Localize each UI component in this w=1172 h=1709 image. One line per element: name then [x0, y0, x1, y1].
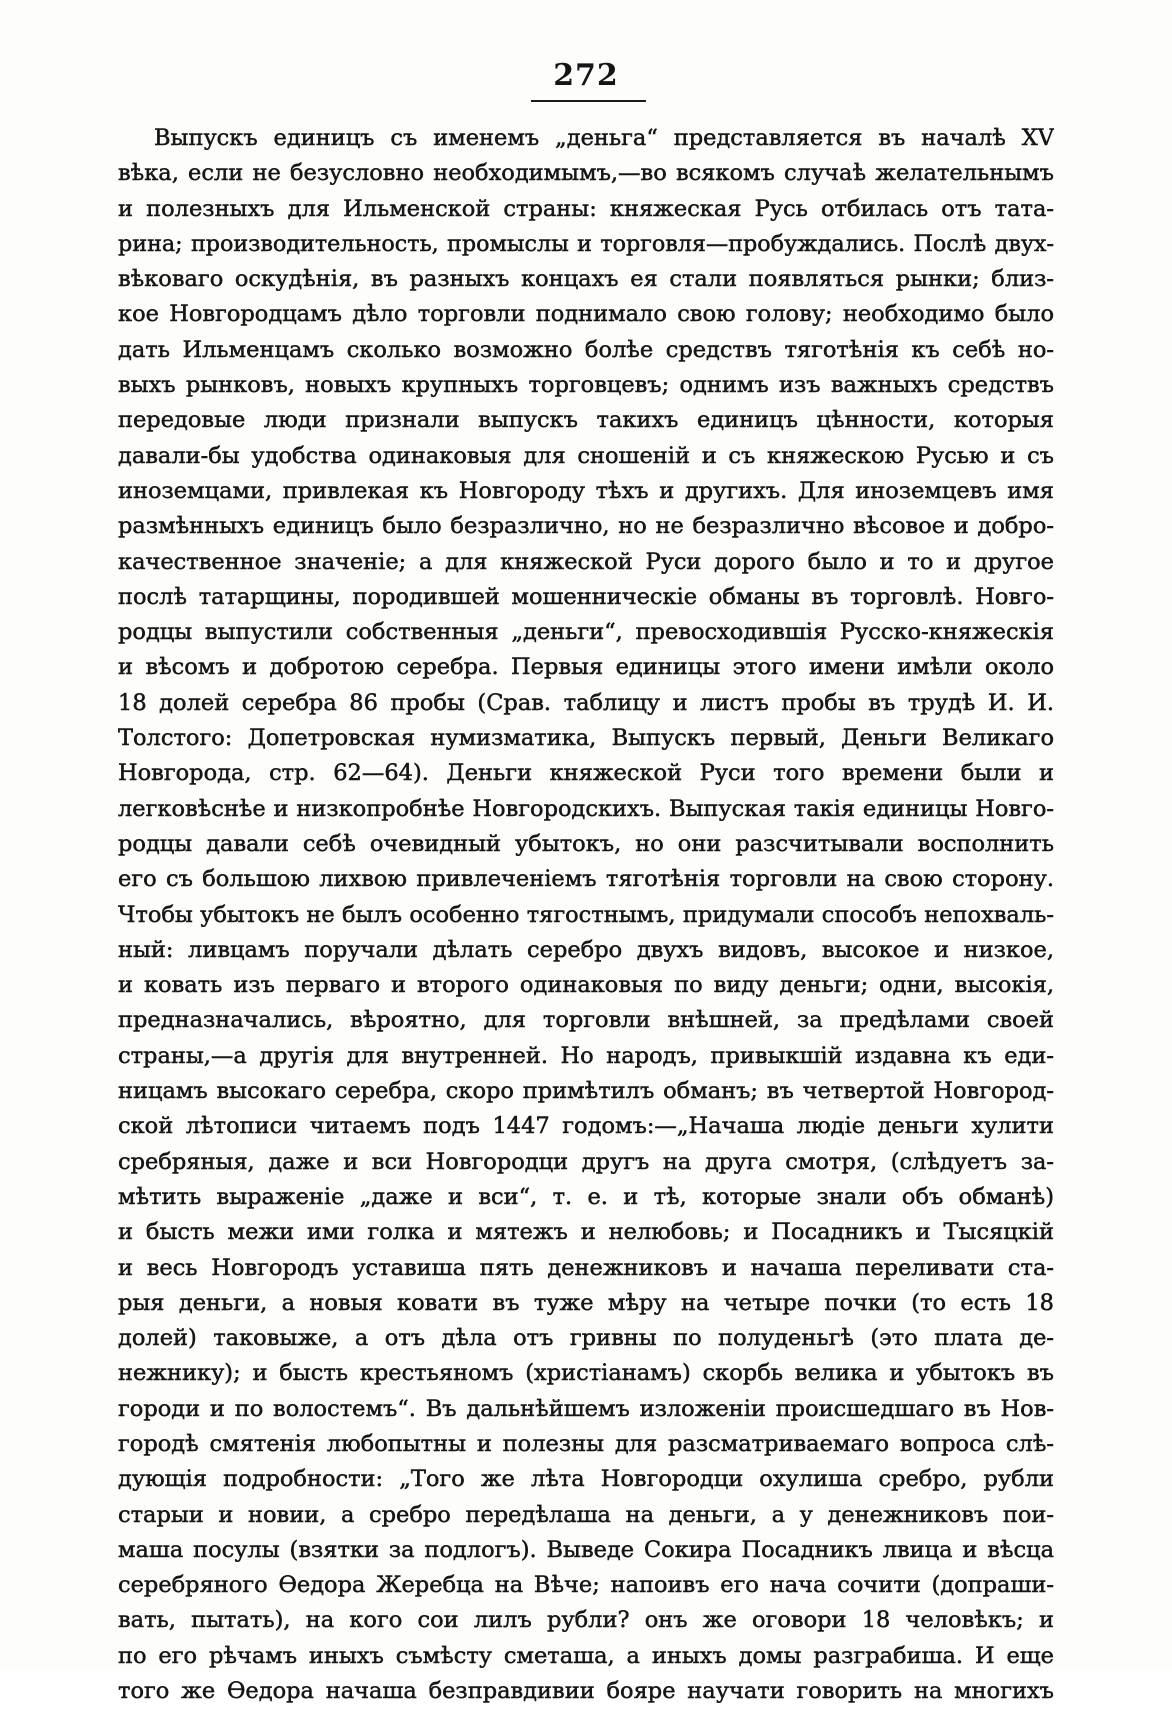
- text-line: давали-бы удобства одинаковыя для сношеній и съ княжескою Русью и съ: [118, 442, 1054, 469]
- text-line: по его рѣчамъ иныхъ съмѣсту сметаша, а иныхъ домы разграбиша. И еще: [118, 1642, 1054, 1669]
- text-line: рина; производительность, промыслы и торговля—пробуждались. Послѣ двух-: [118, 230, 1054, 257]
- text-line: Чтобы убытокъ не былъ особенно тягостнымъ, придумали способъ непохваль-: [118, 901, 1054, 928]
- text-line: Толстого: Допетровская нумизматика, Выпускъ первый, Деньги Великаго: [118, 725, 1054, 752]
- text-line: того же Ѳедора начаша безправдивии бояре научати говорить на многихъ: [118, 1678, 1054, 1705]
- text-line: сребряныя, даже и вси Новгородци другъ на друга смотря, (слѣдуетъ за-: [118, 1148, 1054, 1175]
- text-line: ный: ливцамъ поручали дѣлать серебро двухъ видовъ, высокое и низкое,: [118, 936, 1054, 963]
- text-line: передовые люди признали выпускъ такихъ единицъ цѣнности, которыя: [118, 407, 1054, 434]
- text-line: размѣнныхъ единицъ было безразлично, но не безразлично вѣсовое и добро-: [118, 513, 1054, 540]
- text-line: выхъ рынковъ, новыхъ крупныхъ торговцевъ; однимъ изъ важныхъ средствъ: [118, 372, 1054, 399]
- text-line: и весь Новгородъ уставиша пять денежниковъ и начаша переливати ста-: [118, 1254, 1054, 1281]
- text-line: страны,—а другія для внутренней. Но народъ, привыкшій издавна къ еди-: [118, 1042, 1054, 1069]
- text-line: серебряного Ѳедора Жеребца на Вѣче; напоивъ его нача сочити (допраши-: [118, 1572, 1054, 1599]
- text-line: рыя деньги, а новыя ковати въ туже мѣру на четыре почки (то есть 18: [118, 1289, 1054, 1316]
- text-line: дующія подробности: „Того же лѣта Новгородци охулиша сребро, рубли: [118, 1466, 1054, 1493]
- text-line: легковѣснѣе и низкопробнѣе Новгородскихъ. Выпуская такія единицы Новго-: [118, 795, 1054, 822]
- text-line: маша посулы (взятки за подлогъ). Выведе Сокира Посадникъ лвица и вѣсца: [118, 1536, 1054, 1563]
- text-line: долей) таковыже, а отъ дѣла отъ гривны по полуденьгѣ (это плата де-: [118, 1325, 1054, 1352]
- text-line: родцы давали себѣ очевидный убытокъ, но они разсчитывали восполнить: [118, 830, 1054, 857]
- page-number-rule: [531, 100, 646, 102]
- text-line: городи и по волостемъ“. Въ дальнѣйшемъ изложеніи происшедшаго въ Нов-: [118, 1395, 1054, 1422]
- body-text: [118, 121, 1054, 1709]
- text-line: 18 долей серебра 86 пробы (Срав. таблицу и листъ пробы въ трудѣ И. И.: [118, 689, 1054, 716]
- text-line: дать Ильменцамъ сколько возможно болѣе средствъ тяготѣнія къ себѣ но-: [118, 336, 1054, 363]
- text-line: и полезныхъ для Ильменской страны: княжеская Русь отбилась отъ тата-: [118, 195, 1054, 222]
- text-line: вѣка, если не безусловно необходимымъ,—во всякомъ случаѣ желательнымъ: [118, 160, 1054, 187]
- text-line: Новгорода, стр. 62—64). Деньги княжеской Руси того времени были и: [118, 760, 1054, 787]
- text-line: ской лѣтописи читаемъ подъ 1447 годомъ:—„Начаша людіе деньги хулити: [118, 1113, 1054, 1140]
- text-line: его съ большою лихвою привлеченіемъ тяготѣнія торговли на свою сторону.: [118, 866, 1054, 893]
- text-line: иноземцами, привлекая къ Новгороду тѣхъ и другихъ. Для иноземцевъ имя: [118, 477, 1054, 504]
- text-line: родцы выпустили собственныя „деньги“, превосходившія Русско-княжескія: [118, 619, 1054, 646]
- text-line: нежнику); и бысть крестьяномъ (христіанамъ) скорбь велика и убытокъ въ: [118, 1360, 1054, 1387]
- text-line: мѣтить выраженіе „даже и вси“, т. е. и тѣ, которые знали объ обманѣ): [118, 1183, 1054, 1210]
- text-line: качественное значеніе; а для княжеской Руси дорого было и то и другое: [118, 548, 1054, 575]
- text-line: старыи и новии, а сребро передѣлаша на деньги, а у денежниковъ пои-: [118, 1501, 1054, 1528]
- text-line: послѣ татарщины, породившей мошенническіе обманы въ торговлѣ. Новго-: [118, 583, 1054, 610]
- text-line: ницамъ высокаго серебра, скоро примѣтилъ обманъ; въ четвертой Новгород-: [118, 1078, 1054, 1105]
- text-line: вѣковаго оскудѣнія, въ разныхъ концахъ ея стали появляться рынки; близ-: [118, 266, 1054, 293]
- text-line: и вѣсомъ и добротою серебра. Первыя единицы этого имени имѣли около: [118, 654, 1054, 681]
- text-line: и бысть межи ими голка и мятежъ и нелюбовь; и Посадникъ и Тысяцкій: [118, 1219, 1054, 1246]
- text-line: предназначались, вѣроятно, для торговли внѣшней, за предѣлами своей: [118, 1007, 1054, 1034]
- text-line: вать, пытать), на кого сои лилъ рубли? онъ же оговори 18 человѣкъ; и: [118, 1607, 1054, 1634]
- page-number: 272: [553, 58, 619, 93]
- text-line: и ковать изъ перваго и второго одинаковыя по виду деньги; одни, высокія,: [118, 972, 1054, 999]
- text-line: Выпускъ единицъ съ именемъ „деньга“ представляется въ началѣ XV: [154, 125, 1054, 151]
- text-line: кое Новгородцамъ дѣло торговли поднимало свою голову; необходимо было: [118, 301, 1054, 328]
- text-line: городѣ смятенія любопытны и полезны для разсматриваемаго вопроса слѣ-: [118, 1430, 1054, 1457]
